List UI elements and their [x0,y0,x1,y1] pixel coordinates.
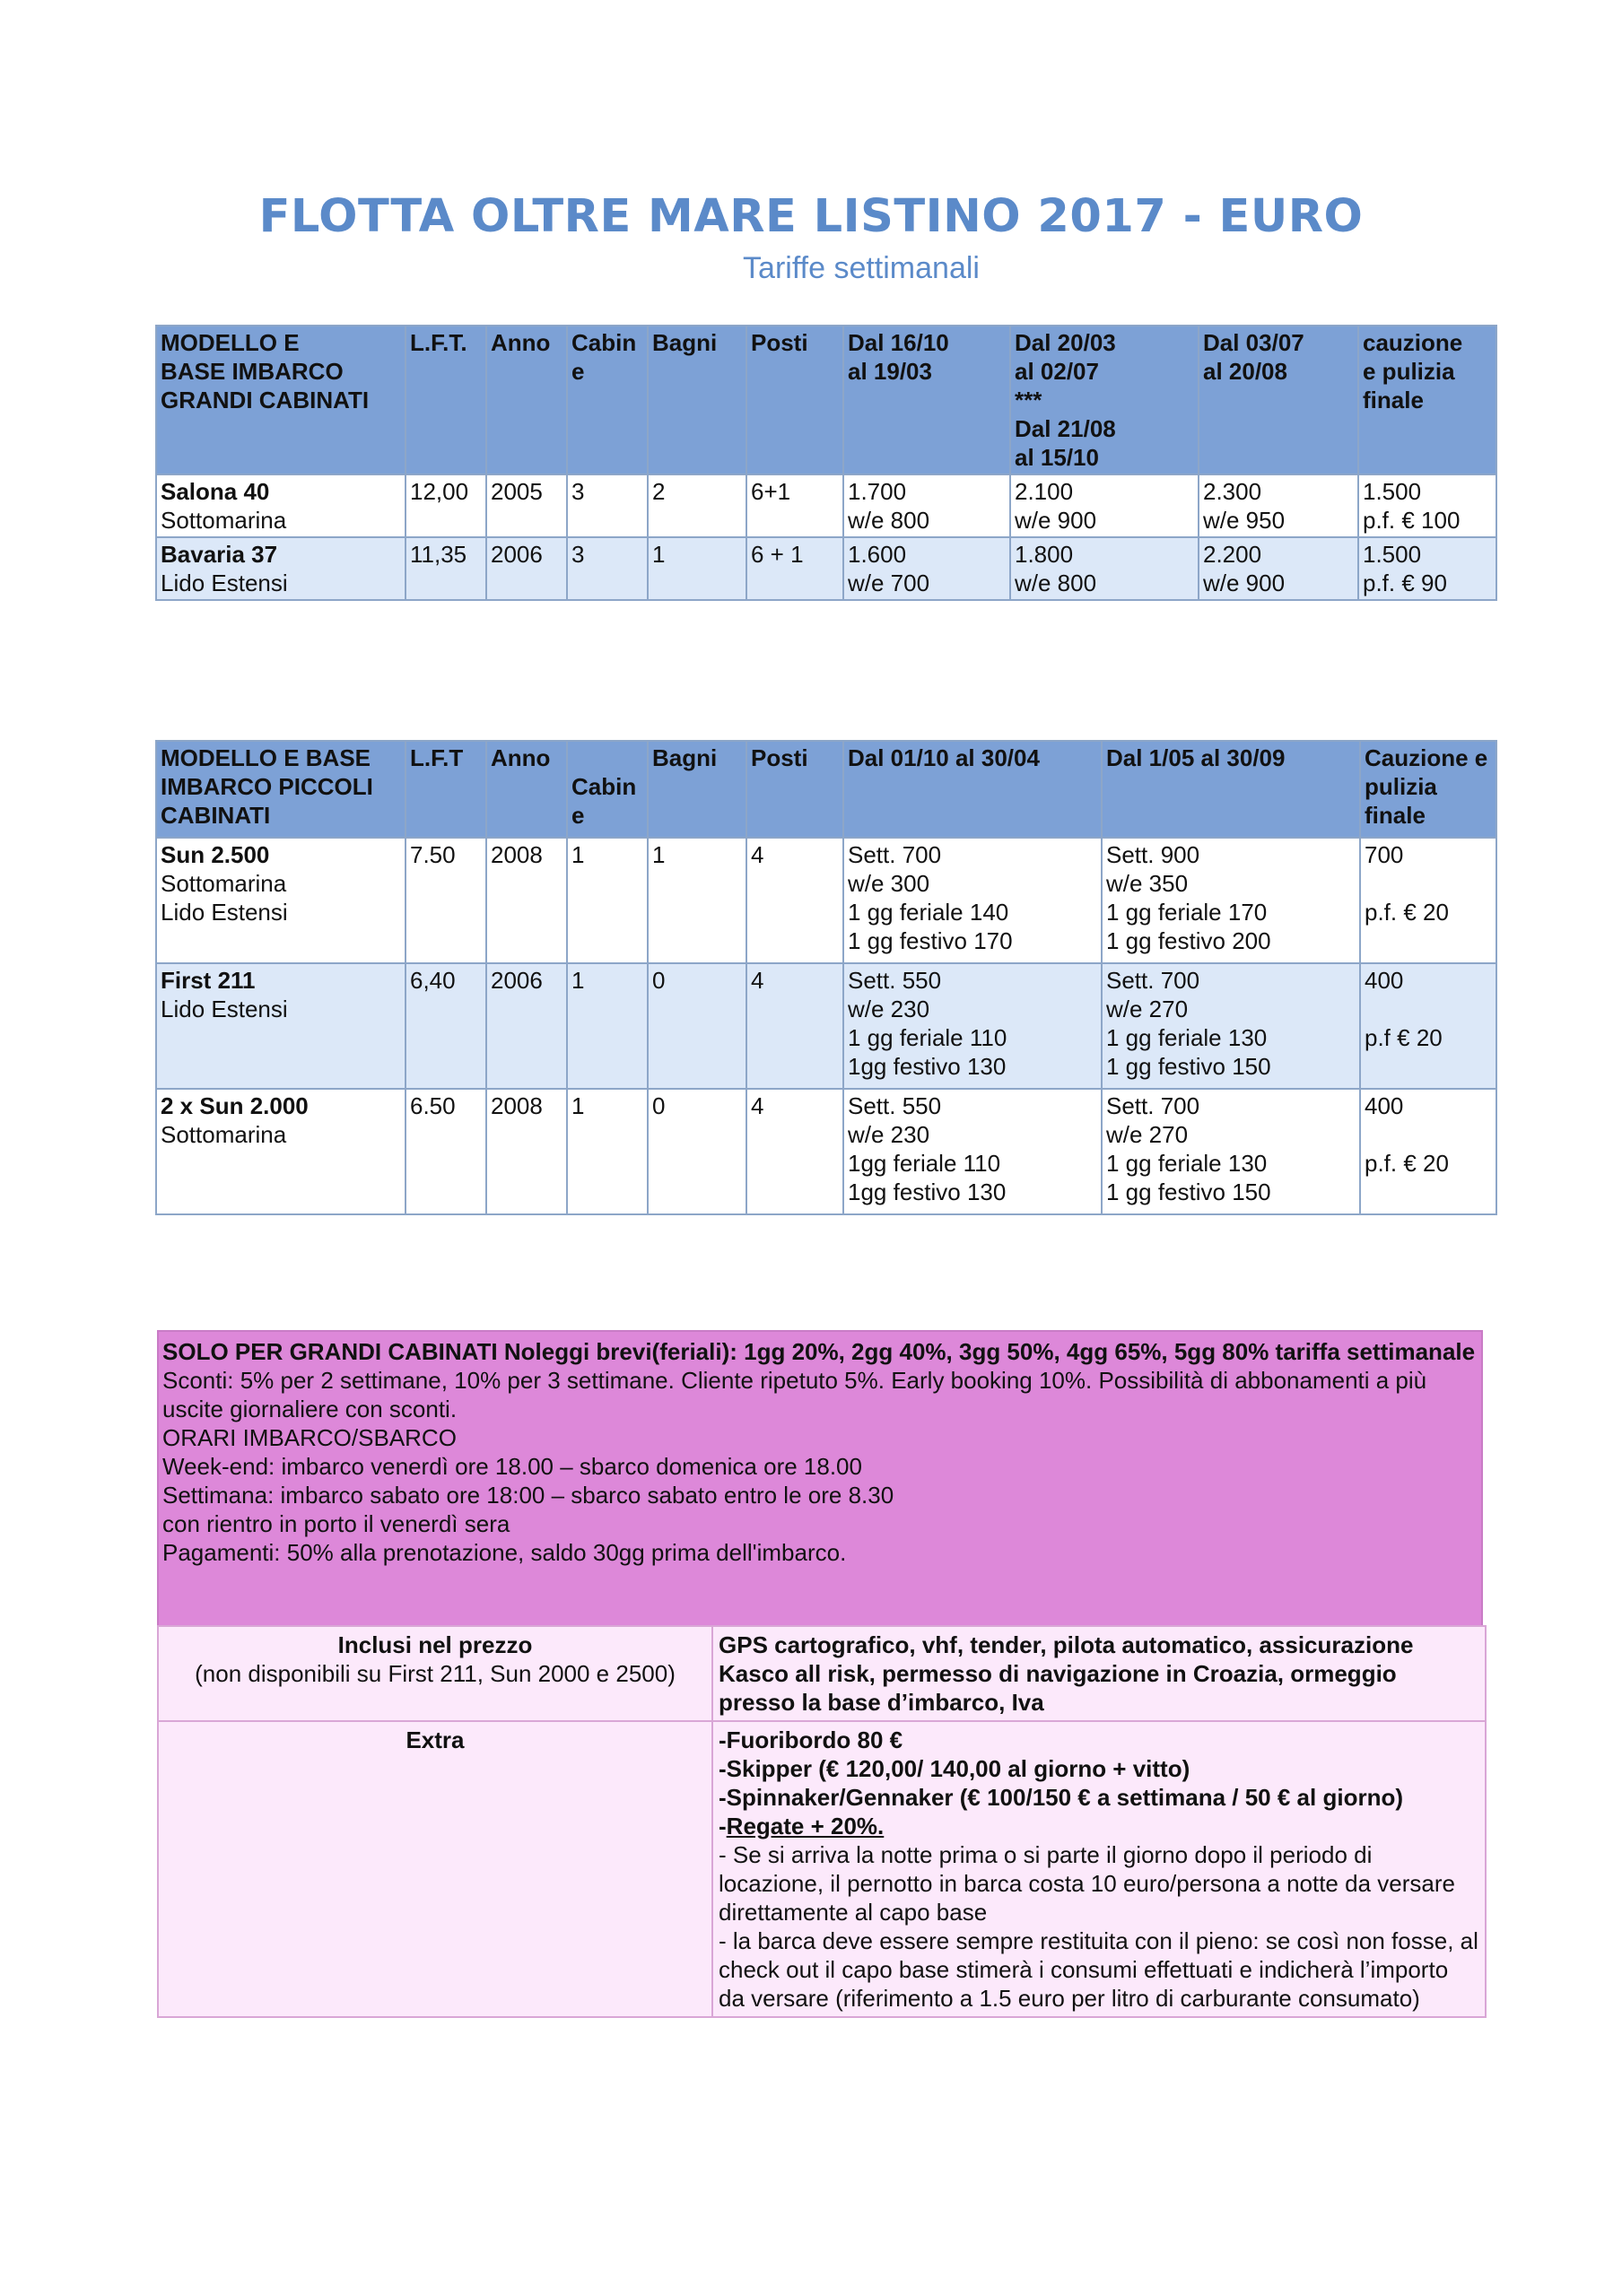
bagni-cell: 0 [648,963,746,1089]
table-row [156,1089,1496,1214]
posti-cell: 4 [746,963,843,1089]
header-period-2: Dal 20/03 al 02/07 *** Dal 21/08 al 15/10 [1010,326,1199,474]
posti-cell: 6+1 [746,474,843,537]
cabine-cell: 1 [567,1089,648,1214]
extra-item: -Spinnaker/Gennaker (€ 100/150 € a settimana / 50 € al giorno) [719,1784,1403,1811]
lft-cell: 12,00 [406,474,486,537]
price-cell: Sett. 550 w/e 230 1gg feriale 110 1gg festivo 130 [843,1089,1102,1214]
model-name: Salona 40 [161,478,270,505]
table-row [156,838,1496,963]
model-base: Sottomarina Lido Estensi [161,870,288,926]
table-row [156,537,1496,600]
header-period-1: Dal 01/10 al 30/04 [843,741,1102,838]
extra-item: -Skipper (€ 120,00/ 140,00 al giorno + vitto) [719,1755,1190,1782]
cabine-cell: 3 [567,537,648,600]
header-period-3: Dal 03/07 al 20/08 [1199,326,1358,474]
included-text: GPS cartografico, vhf, tender, pilota automatico, assicurazione Kasco all risk, permesso di navigazione in Croazia, ormeggio presso la base d’imbarco, Iva [712,1626,1486,1721]
extra-label: Extra [158,1721,712,2017]
lft-cell: 11,35 [406,537,486,600]
header-anno: Anno [486,326,567,474]
bagni-cell: 2 [648,474,746,537]
notes-line: Sconti: 5% per 2 settimane, 10% per 3 settimane. Cliente ripetuto 5%. Early booking 10%. Possibilità di abbonamenti a più uscite giornaliere con sconti. [162,1367,1427,1422]
price-cell: Sett. 700 w/e 270 1 gg feriale 130 1 gg festivo 150 [1102,963,1360,1089]
anno-cell: 2005 [486,474,567,537]
price-cell: Sett. 700 w/e 300 1 gg feriale 140 1 gg festivo 170 [843,838,1102,963]
posti-cell: 4 [746,1089,843,1214]
header-cabine: Cabin e [567,326,648,474]
price-cell: Sett. 900 w/e 350 1 gg feriale 170 1 gg festivo 200 [1102,838,1360,963]
included-note: (non disponibili su First 211, Sun 2000 e 2500) [195,1660,676,1687]
small-boats-table [155,740,1497,1215]
model-base: Lido Estensi [161,570,288,596]
included-label-cell [158,1626,712,1721]
price-cell: 2.100 w/e 900 [1010,474,1199,537]
notes-line: ORARI IMBARCO/SBARCO [162,1424,457,1451]
notes-box [157,1330,1483,1631]
notes-line: Pagamenti: 50% alla prenotazione, saldo 30gg prima dell'imbarco. [162,1539,847,1566]
notes-heading: SOLO PER GRANDI CABINATI Noleggi brevi(feriali): 1gg 20%, 2gg 40%, 3gg 50%, 4gg 65%, 5gg 80% tariffa settimanale [162,1338,1476,1365]
bagni-cell: 1 [648,537,746,600]
price-cell: Sett. 700 w/e 270 1 gg feriale 130 1 gg festivo 150 [1102,1089,1360,1214]
price-cell: Sett. 550 w/e 230 1 gg feriale 110 1gg festivo 130 [843,963,1102,1089]
lft-cell: 6,40 [406,963,486,1089]
header-period-1: Dal 16/10 al 19/03 [843,326,1010,474]
header-cabine: Cabin e [567,741,648,838]
included-label: Inclusi nel prezzo [337,1631,533,1658]
model-name: First 211 [161,967,256,994]
cabine-cell: 1 [567,838,648,963]
notes-line: Settimana: imbarco sabato ore 18:00 – sbarco sabato entro le ore 8.30 [162,1482,894,1509]
extra-cell [712,1721,1486,2017]
cauzione-cell: 1.500 p.f. € 100 [1358,474,1496,537]
lft-cell: 7.50 [406,838,486,963]
anno-cell: 2006 [486,963,567,1089]
model-name: Bavaria 37 [161,541,278,568]
posti-cell: 6 + 1 [746,537,843,600]
price-cell: 2.200 w/e 900 [1199,537,1358,600]
extra-note: - la barca deve essere sempre restituita con il pieno: se così non fosse, al check out il capo base stimerà i consumi effettuati e indicherà l’importo da versare (riferimento a 1.5 euro per litro di carburante consumato) [719,1927,1478,2012]
extras-table [157,1625,1487,2018]
price-cell: 1.600 w/e 700 [843,537,1010,600]
table-row [156,474,1496,537]
page-subtitle: Tariffe settimanali [743,251,980,285]
cauzione-cell: 400 p.f. € 20 [1360,1089,1496,1214]
cauzione-cell: 700 p.f. € 20 [1360,838,1496,963]
model-base: Sottomarina [161,507,287,534]
model-name: Sun 2.500 [161,841,270,868]
regate-text: Regate + 20%. [726,1813,885,1839]
model-base: Lido Estensi [161,996,288,1022]
bagni-cell: 1 [648,838,746,963]
extra-note: - Se si arriva la notte prima o si parte il giorno dopo il periodo di locazione, il pernotto in barca costa 10 euro/persona a notte da versare direttamente al capo base [719,1841,1455,1926]
header-lft: L.F.T [406,741,486,838]
price-cell: 1.700 w/e 800 [843,474,1010,537]
cabine-cell: 1 [567,963,648,1089]
model-cell [156,1089,406,1214]
header-posti: Posti [746,326,843,474]
bagni-cell: 0 [648,1089,746,1214]
header-anno: Anno [486,741,567,838]
included-row [158,1626,1486,1721]
anno-cell: 2008 [486,1089,567,1214]
table-row [156,963,1496,1089]
model-name: 2 x Sun 2.000 [161,1092,309,1119]
header-bagni: Bagni [648,326,746,474]
anno-cell: 2008 [486,838,567,963]
header-period-2: Dal 1/05 al 30/09 [1102,741,1360,838]
header-model: MODELLO E BASE IMBARCO GRANDI CABINATI [156,326,406,474]
model-base: Sottomarina [161,1121,287,1148]
model-cell [156,537,406,600]
extra-item: -Fuoribordo 80 € [719,1726,903,1753]
price-cell: 1.800 w/e 800 [1010,537,1199,600]
model-cell [156,474,406,537]
header-cauzione: Cauzione e pulizia finale [1360,741,1496,838]
regate-dash: - [719,1813,727,1839]
lft-cell: 6.50 [406,1089,486,1214]
cauzione-cell: 1.500 p.f. € 90 [1358,537,1496,600]
header-cauzione: cauzione e pulizia finale [1358,326,1496,474]
header-model: MODELLO E BASE IMBARCO PICCOLI CABINATI [156,741,406,838]
extra-item-regate [719,1812,1479,1840]
header-posti: Posti [746,741,843,838]
cauzione-cell: 400 p.f € 20 [1360,963,1496,1089]
model-cell [156,963,406,1089]
extra-row [158,1721,1486,2017]
anno-cell: 2006 [486,537,567,600]
large-boats-table [155,325,1497,601]
notes-line: con rientro in porto il venerdì sera [162,1510,510,1537]
page-title: FLOTTA OLTRE MARE LISTINO 2017 - EURO [258,190,1364,243]
posti-cell: 4 [746,838,843,963]
cabine-cell: 3 [567,474,648,537]
header-bagni: Bagni [648,741,746,838]
model-cell [156,838,406,963]
price-cell: 2.300 w/e 950 [1199,474,1358,537]
notes-line: Week-end: imbarco venerdì ore 18.00 – sbarco domenica ore 18.00 [162,1453,862,1480]
header-lft: L.F.T. [406,326,486,474]
